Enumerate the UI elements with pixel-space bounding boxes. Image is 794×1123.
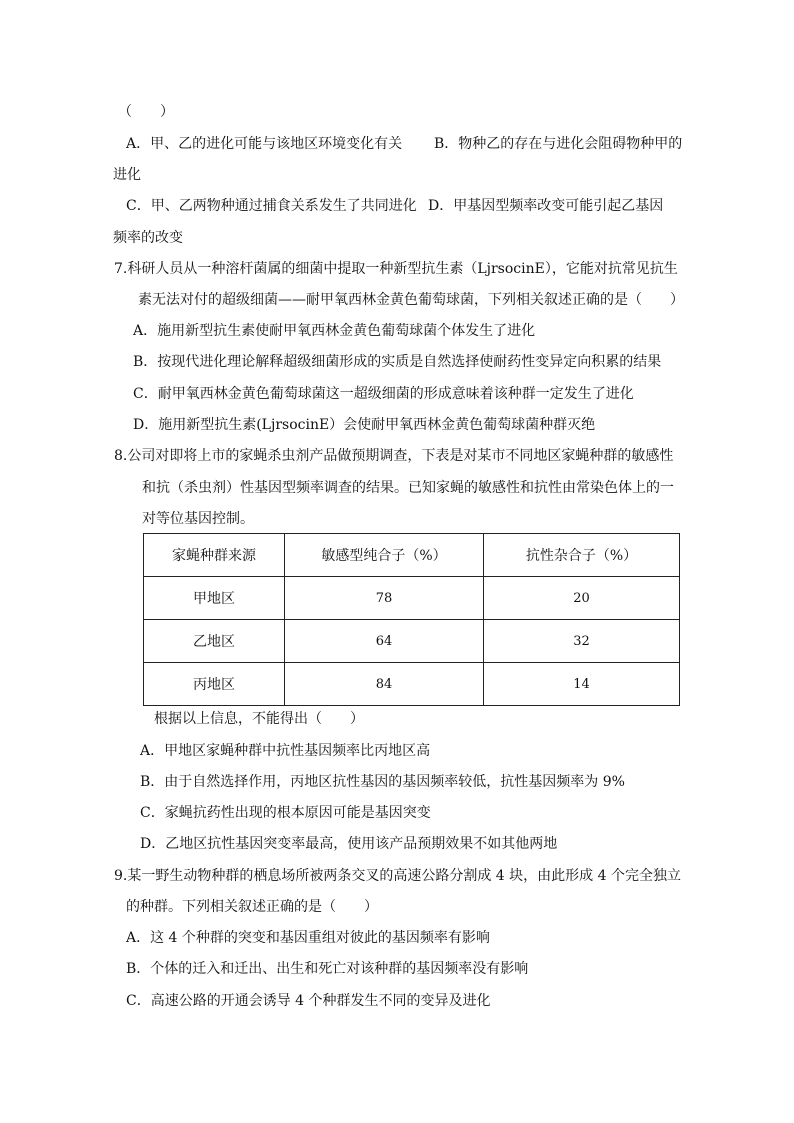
table-header-cell: 抗性杂合子（%） — [484, 534, 680, 577]
table-cell: 20 — [484, 577, 680, 620]
q8-stem-line2: 和抗（杀虫剂）性基因型频率调查的结果。已知家蝇的敏感性和抗性由常染色体上的一 — [142, 480, 674, 496]
table-cell: 64 — [285, 620, 484, 663]
q7-option-c: C．耐甲氧西林金黄色葡萄球菌这一超级细菌的形成意味着该种群一定发生了进化 — [133, 386, 634, 402]
table-cell: 78 — [285, 577, 484, 620]
genotype-frequency-table — [143, 533, 680, 706]
q9-stem-line1: 9.某一野生动物种群的栖息场所被两条交叉的高速公路分割成 4 块，由此形成 4 个完全独立 — [114, 868, 681, 884]
q6-option-b-continued: 进化 — [113, 167, 141, 183]
q8-stem-line3: 对等位基因控制。 — [142, 511, 254, 527]
q6-option-a: A．甲、乙的进化可能与该地区环境变化有关 — [126, 136, 403, 152]
table-cell: 乙地区 — [144, 620, 285, 663]
table-cell: 丙地区 — [144, 663, 285, 706]
q6-option-d-continued: 频率的改变 — [113, 230, 183, 246]
q9-option-a: A．这 4 个种群的突变和基因重组对彼此的基因频率有影响 — [126, 930, 490, 946]
q7-stem-line1: 7.科研人员从一种溶杆菌属的细菌中提取一种新型抗生素（LjrsocinE），它能对抗常见抗生 — [114, 261, 678, 277]
table-cell: 甲地区 — [144, 577, 285, 620]
q8-option-d: D．乙地区抗性基因突变率最高，使用该产品预期效果不如其他两地 — [140, 836, 558, 852]
table-row — [144, 620, 680, 663]
q9-stem-line2: 的种群。下列相关叙述正确的是（ ） — [126, 899, 378, 915]
table-cell: 84 — [285, 663, 484, 706]
q8-stem-line1: 8.公司对即将上市的家蝇杀虫剂产品做预期调查，下表是对某市不同地区家蝇种群的敏感性 — [114, 448, 674, 464]
table-row — [144, 577, 680, 620]
q8-option-b: B．由于自然选择作用，丙地区抗性基因的基因频率较低，抗性基因频率为 9% — [140, 774, 625, 790]
table-header-cell: 敏感型纯合子（%） — [285, 534, 484, 577]
q6-option-c: C．甲、乙两物种通过捕食关系发生了共同进化 — [126, 198, 417, 214]
q6-option-d: D．甲基因型频率改变可能引起乙基因 — [428, 198, 664, 214]
q8-option-c: C．家蝇抗药性出现的根本原因可能是基因突变 — [140, 805, 431, 821]
q7-option-a: A．施用新型抗生素使耐甲氧西林金黄色葡萄球菌个体发生了进化 — [133, 323, 536, 339]
q8-option-a: A．甲地区家蝇种群中抗性基因频率比丙地区高 — [140, 743, 431, 759]
q9-option-c: C．高速公路的开通会诱导 4 个种群发生不同的变异及进化 — [126, 993, 491, 1009]
table-row — [144, 663, 680, 706]
q7-option-b: B．按现代进化理论解释超级细菌形成的实质是自然选择使耐药性变异定向积累的结果 — [133, 354, 662, 370]
table-cell: 14 — [484, 663, 680, 706]
table-cell: 32 — [484, 620, 680, 663]
table-header-row — [144, 534, 680, 577]
q8-note: 根据以上信息，不能得出（ ） — [154, 711, 364, 727]
q7-option-d: D．施用新型抗生素(LjrsocinE）会使耐甲氧西林金黄色葡萄球菌种群灭绝 — [133, 417, 596, 433]
q6-stem-tail: （ ） — [118, 104, 174, 120]
q9-option-b: B．个体的迁入和迁出、出生和死亡对该种群的基因频率没有影响 — [126, 961, 529, 977]
table-header-cell: 家蝇种群来源 — [144, 534, 285, 577]
q6-option-b: B．物种乙的存在与进化会阻碍物种甲的 — [434, 136, 683, 152]
q7-stem-line2: 素无法对付的超级细菌——耐甲氧西林金黄色葡萄球菌，下列相关叙述正确的是（ ） — [138, 292, 684, 308]
